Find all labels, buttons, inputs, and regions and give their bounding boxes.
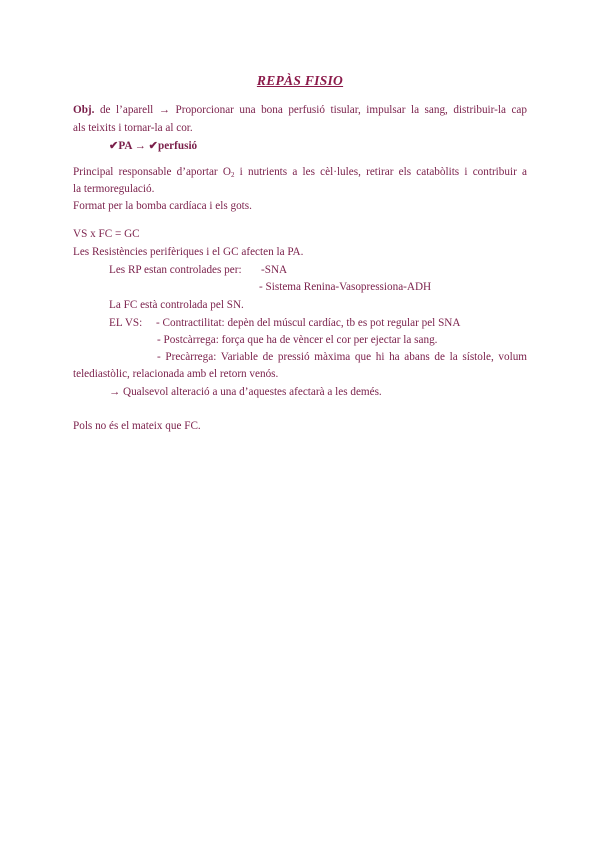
principal-line-3: Format per la bomba cardíaca i els gots.: [73, 200, 252, 212]
objective-label: Obj.: [73, 104, 95, 116]
principal-text-a: Principal responsable d’aportar O: [73, 166, 231, 178]
principal-text-b: i nutrients a les cèl·lules, retirar els catabòlits i contribuir a: [234, 166, 527, 178]
rp-label: Les RP estan controlades per:: [109, 264, 242, 276]
rp-item-renina: - Sistema Renina-Vasopressiona-ADH: [259, 281, 432, 293]
vs-item-postcarrega: - Postcàrrega: força que ha de vèncer el cor per ejectar la sang.: [157, 334, 438, 346]
vs-label: EL VS:: [109, 317, 143, 329]
pols-line: Pols no és el mateix que FC.: [73, 420, 201, 432]
oxygen-subscript: 2: [230, 171, 235, 179]
fc-line: La FC està controlada pel SN.: [109, 299, 244, 311]
vs-item-precarrega: - Precàrrega: Variable de pressió màxima que hi ha abans de la sístole, volum: [157, 351, 527, 363]
principal-line-1: [73, 165, 527, 182]
objective-check-line: ✔PA → ✔perfusió: [109, 140, 198, 152]
consequence-line: → Qualsevol alteració a una d’aquestes afectarà a les demés.: [109, 386, 382, 398]
principal-line-2: la termoregulació.: [73, 183, 155, 195]
vs-item-contractilitat: - Contractilitat: depèn del múscul cardíac, tb es pot regular pel SNA: [156, 317, 461, 329]
rp-item-sna: -SNA: [261, 264, 288, 276]
page-title: REPÀS FISIO: [256, 73, 344, 88]
resistencies-line: Les Resistències perifèriques i el GC afecten la PA.: [73, 246, 304, 258]
objective-line-2: als teixits i tornar-la al cor.: [73, 122, 193, 134]
vs-item-precarrega-cont: telediastòlic, relacionada amb el retorn venós.: [73, 368, 279, 380]
formula-line: VS x FC = GC: [73, 228, 140, 240]
objective-text: de l’aparell → Proporcionar una bona perfusió tisular, impulsar la sang, distribuir-la cap: [94, 104, 527, 116]
objective-line-1: [73, 103, 527, 117]
